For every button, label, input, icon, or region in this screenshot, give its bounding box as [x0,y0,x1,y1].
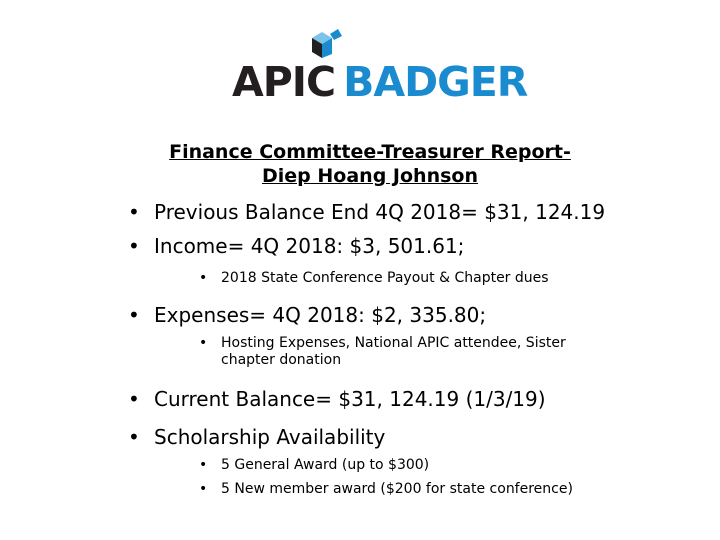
bullet-dot: • [199,481,208,497]
logo-text-badger: BADGER [343,58,528,106]
bullet-text: Income= 4Q 2018: $3, 501.61; [154,234,465,258]
bullet-text: Scholarship Availability [154,425,386,449]
sub-bullet-income-detail [199,270,549,287]
bullet-current-balance [128,386,546,412]
logo-wordmark [232,58,527,106]
slide-title: Finance Committee-Treasurer Report-Diep Hoang Johnson [169,141,571,187]
bullet-dot: • [128,425,140,449]
bullet-dot: • [199,335,208,351]
sub-bullet-general-award [199,457,429,474]
bullet-dot: • [199,457,208,473]
bullet-text: Previous Balance End 4Q 2018= $31, 124.19 [154,200,606,224]
bullet-dot: • [128,200,140,224]
bullet-text-continuation: chapter donation [221,352,342,368]
bullet-text: Hosting Expenses, National APIC attendee, Sister [221,335,566,351]
bullet-text: 2018 State Conference Payout & Chapter dues [221,270,549,286]
bullet-text: Expenses= 4Q 2018: $2, 335.80; [154,303,487,327]
bullet-previous-balance [128,199,605,225]
logo-text-apic: APIC [232,58,336,106]
bullet-expenses [128,302,486,328]
sub-bullet-expenses-detail [199,335,566,369]
bullet-dot: • [128,303,140,327]
bullet-dot: • [128,387,140,411]
bullet-scholarship [128,424,385,450]
bullet-dot: • [128,234,140,258]
bullet-text: Current Balance= $31, 124.19 (1/3/19) [154,387,546,411]
cube-icon [308,28,348,58]
bullet-income [128,233,464,259]
bullet-text: 5 General Award (up to $300) [221,457,430,473]
bullet-text: 5 New member award ($200 for state conference) [221,481,573,497]
bullet-dot: • [199,270,208,286]
sub-bullet-new-member-award [199,481,573,498]
apic-badger-logo [232,28,528,108]
